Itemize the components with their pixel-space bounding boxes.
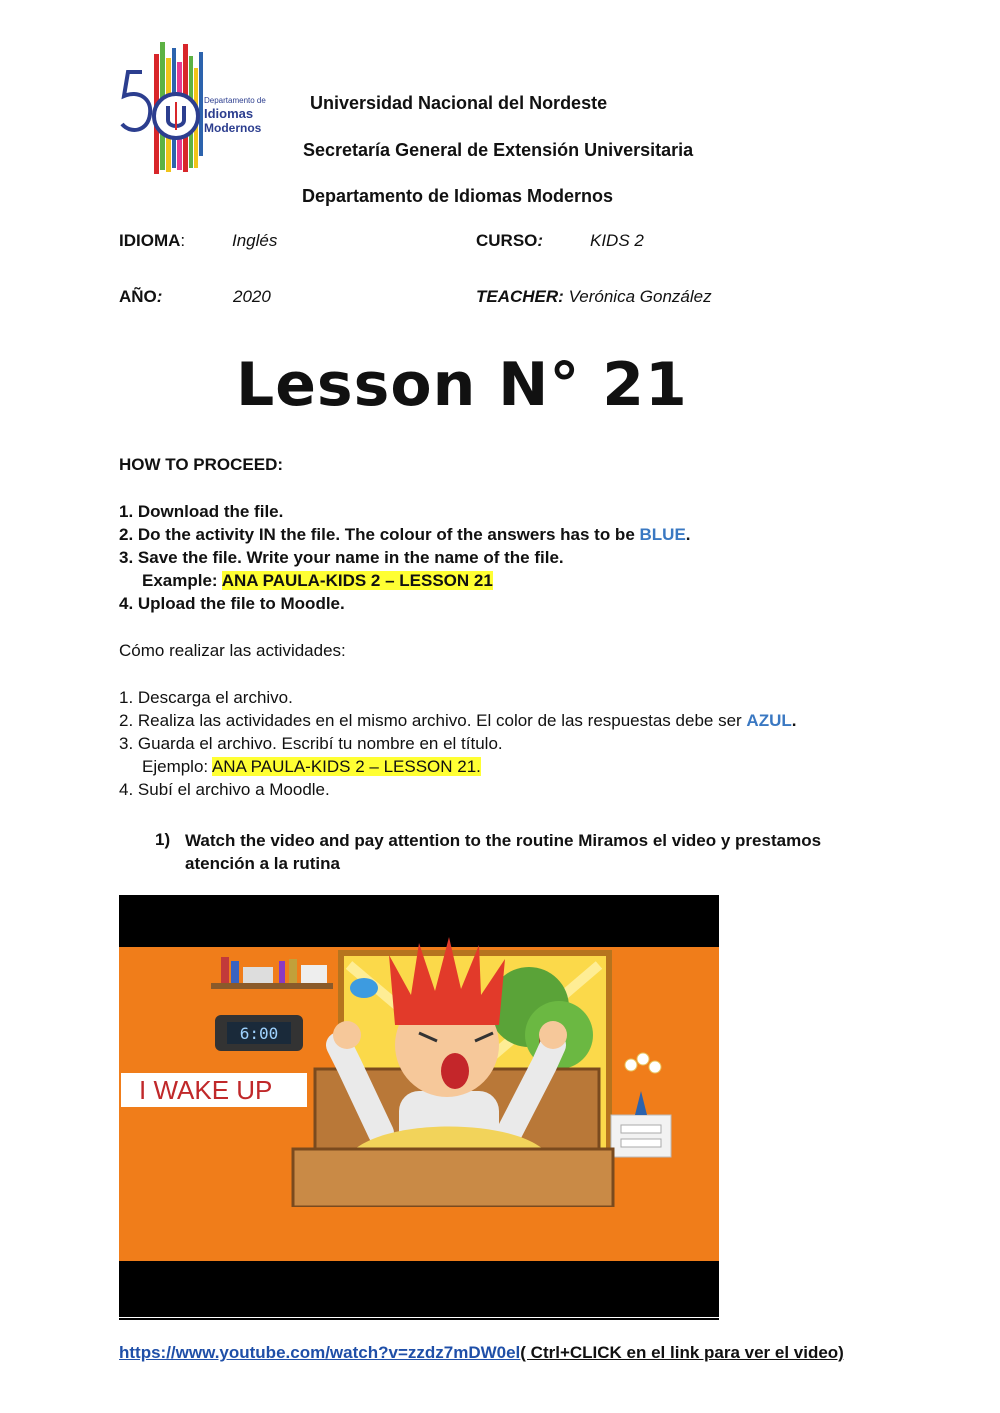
video-bottom-rule (119, 1318, 719, 1320)
curso-colon: : (537, 231, 544, 250)
teacher-value: Verónica González (568, 287, 712, 306)
teacher-field (476, 287, 712, 307)
activity-line-1: Watch the video and pay attention to the routine Miramos el video y prestamos (185, 831, 822, 850)
english-step-3: 3. Save the file. Write your name in the name of the file. (119, 548, 564, 567)
activity-instruction (185, 829, 975, 875)
spanish-step-2-end: . (791, 711, 797, 730)
curso-label: CURSO (476, 231, 538, 250)
activity-line-2: atención a la rutina (185, 854, 340, 873)
english-example (119, 569, 979, 592)
logo-name-line2: Modernos (204, 121, 262, 135)
curso-field (476, 231, 543, 251)
english-steps (119, 500, 979, 615)
spanish-step-2-text: 2. Realiza las actividades en el mismo archivo. El color de las respuestas debe ser (119, 711, 747, 730)
spanish-example (119, 755, 989, 778)
english-example-value: ANA PAULA-KIDS 2 – LESSON 21 (221, 571, 493, 590)
idioma-value: Inglés (232, 231, 278, 250)
logo-small-text: Departamento de (204, 96, 266, 105)
department-logo (118, 38, 278, 180)
idioma-field (119, 231, 185, 251)
logo-name-line1: Idiomas (204, 106, 254, 121)
video-link[interactable]: https://www.youtube.com/watch?v=zzdz7mDW0el (119, 1343, 521, 1362)
idioma-colon: : (180, 231, 186, 250)
spanish-heading: Cómo realizar las actividades: (119, 641, 346, 660)
video-link-note: ( Ctrl+CLICK en el link para ver el video) (520, 1343, 844, 1362)
video-caption: I WAKE UP (139, 1075, 273, 1105)
english-example-label: Example: (142, 571, 222, 590)
video-link-line (119, 1343, 844, 1363)
spanish-steps (119, 686, 989, 801)
english-step-2-text: 2. Do the activity IN the file. The colour of the answers has to be (119, 525, 640, 544)
spanish-example-label: Ejemplo: (142, 757, 212, 776)
idioma-label: IDIOMA (119, 231, 181, 250)
english-step-2-end: . (685, 525, 691, 544)
department-name: Departamento de Idiomas Modernos (302, 186, 614, 206)
english-step-2 (119, 523, 979, 546)
teacher-label: TEACHER: (476, 287, 564, 306)
university-name: Universidad Nacional del Nordeste (310, 93, 608, 113)
curso-value: KIDS 2 (590, 231, 644, 250)
secretariat-name: Secretaría General de Extensión Universitaria (303, 140, 694, 160)
anio-value: 2020 (233, 287, 271, 306)
spanish-example-value: ANA PAULA-KIDS 2 – LESSON 21. (211, 757, 481, 776)
spanish-step-4: 4. Subí el archivo a Moodle. (119, 780, 330, 799)
how-to-proceed-heading: HOW TO PROCEED: (119, 455, 284, 474)
lesson-title: Lesson N° 21 (236, 350, 688, 420)
anio-label: AÑO (119, 287, 157, 306)
spanish-step-3: 3. Guarda el archivo. Escribí tu nombre en el título. (119, 734, 503, 753)
clock-display: 6:00 (239, 1024, 279, 1043)
english-step-4: 4. Upload the file to Moodle. (119, 594, 345, 613)
anio-field (119, 287, 162, 307)
spanish-step-1: 1. Descarga el archivo. (119, 688, 293, 707)
video-scene (119, 895, 719, 1317)
activity-number: 1) (155, 830, 171, 849)
spanish-step-2-color: AZUL (746, 711, 792, 730)
video-thumbnail[interactable] (119, 895, 719, 1317)
spanish-step-2 (119, 709, 989, 732)
english-step-2-color: BLUE (639, 525, 686, 544)
logo-graphic (118, 38, 278, 180)
anio-colon: : (156, 287, 163, 306)
english-step-1: 1. Download the file. (119, 502, 284, 521)
